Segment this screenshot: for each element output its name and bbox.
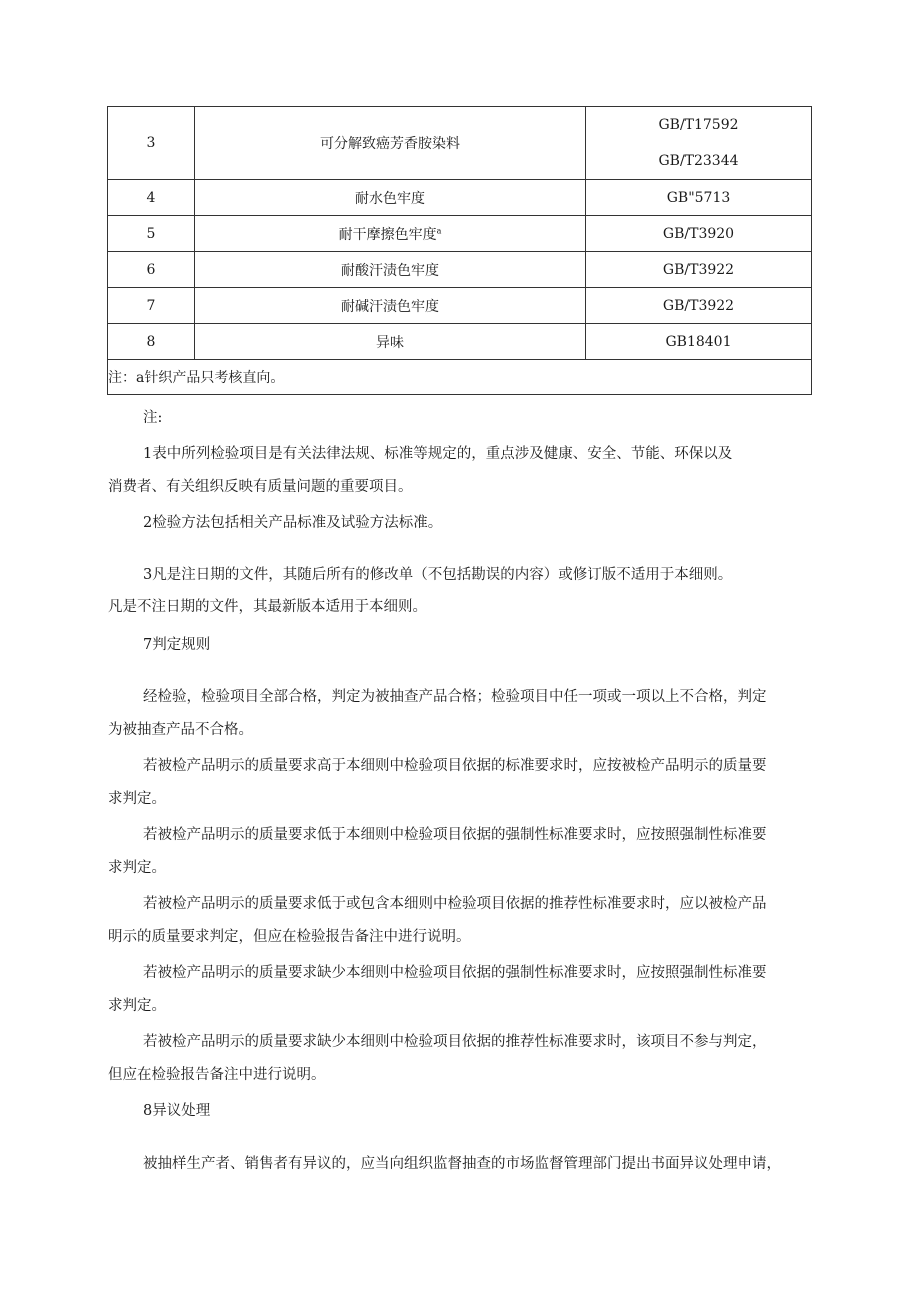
para-4-line-1: 若被检产品明示的质量要求低于或包含本细则中检验项目依据的推荐性标准要求时，应以被检产品	[143, 896, 767, 912]
table-footnote: 注：a针织产品只考核直向。	[108, 360, 812, 395]
row-number: 6	[108, 252, 195, 288]
table-footnote-row	[108, 360, 812, 395]
row-standard: GB/T3922	[586, 252, 812, 288]
row-item: 异味	[195, 324, 586, 360]
note-2: 2检验方法包括相关产品标准及试验方法标准。	[143, 515, 443, 531]
para-2-line-2: 求判定。	[108, 791, 166, 807]
note-title: 注:	[143, 410, 163, 426]
row-item-label: 耐干摩擦色牢度	[338, 226, 437, 243]
para-3-line-1: 若被检产品明示的质量要求低于本细则中检验项目依据的强制性标准要求时，应按照强制性标准要	[143, 827, 767, 843]
row-number: 4	[108, 180, 195, 216]
para-3-line-2: 求判定。	[108, 860, 166, 876]
para-6-line-1: 若被检产品明示的质量要求缺少本细则中检验项目依据的推荐性标准要求时，该项目不参与判定，	[143, 1034, 767, 1050]
para-1-line-1: 经检验，检验项目全部合格，判定为被抽查产品合格；检验项目中任一项或一项以上不合格，判定	[143, 689, 767, 705]
table-row	[108, 252, 812, 288]
para-2-line-1: 若被检产品明示的质量要求高于本细则中检验项目依据的标准要求时，应按被检产品明示的质量要	[143, 758, 767, 774]
table-row	[108, 107, 812, 180]
row-standard: GB"5713	[586, 180, 812, 216]
para-4-line-2: 明示的质量要求判定，但应在检验报告备注中进行说明。	[108, 929, 471, 945]
row-item: 耐水色牢度	[195, 180, 586, 216]
row-number: 5	[108, 216, 195, 252]
section-7-heading: 7判定规则	[143, 637, 211, 653]
para-7-line-1: 被抽样生产者、销售者有异议的，应当向组织监督抽查的市场监督管理部门提出书面异议处理申请，	[143, 1156, 781, 1172]
para-5-line-1: 若被检产品明示的质量要求缺少本细则中检验项目依据的强制性标准要求时，应按照强制性标准要	[143, 965, 767, 981]
table-row	[108, 216, 812, 252]
standard-code: GB/T23344	[658, 153, 739, 169]
row-item	[195, 216, 586, 252]
note-1-line-2: 消费者、有关组织反映有质量问题的重要项目。	[108, 479, 413, 495]
table-row	[108, 324, 812, 360]
row-number: 3	[108, 107, 195, 180]
row-number: 8	[108, 324, 195, 360]
note-1-line-1: 1表中所列检验项目是有关法律法规、标准等规定的，重点涉及健康、安全、节能、环保以及	[143, 446, 733, 462]
table-row	[108, 180, 812, 216]
standard-code: GB/T17592	[658, 117, 739, 133]
row-item: 耐酸汗渍色牢度	[195, 252, 586, 288]
table-row	[108, 288, 812, 324]
inspection-items-table	[107, 106, 812, 395]
para-1-line-2: 为被抽查产品不合格。	[108, 722, 253, 738]
note-3-line-1: 3凡是注日期的文件，其随后所有的修改单（不包括勘误的内容）或修订版不适用于本细则。	[143, 567, 733, 583]
note-3-line-2: 凡是不注日期的文件，其最新版本适用于本细则。	[108, 599, 427, 615]
row-standard	[586, 107, 812, 180]
para-5-line-2: 求判定。	[108, 998, 166, 1014]
row-standard: GB/T3920	[586, 216, 812, 252]
section-8-heading: 8异议处理	[143, 1103, 211, 1119]
row-number: 7	[108, 288, 195, 324]
row-item: 可分解致癌芳香胺染料	[195, 107, 586, 180]
para-6-line-2: 但应在检验报告备注中进行说明。	[108, 1067, 326, 1083]
row-standard: GB18401	[586, 324, 812, 360]
footnote-mark: a	[436, 225, 442, 235]
row-item: 耐碱汗渍色牢度	[195, 288, 586, 324]
row-standard: GB/T3922	[586, 288, 812, 324]
